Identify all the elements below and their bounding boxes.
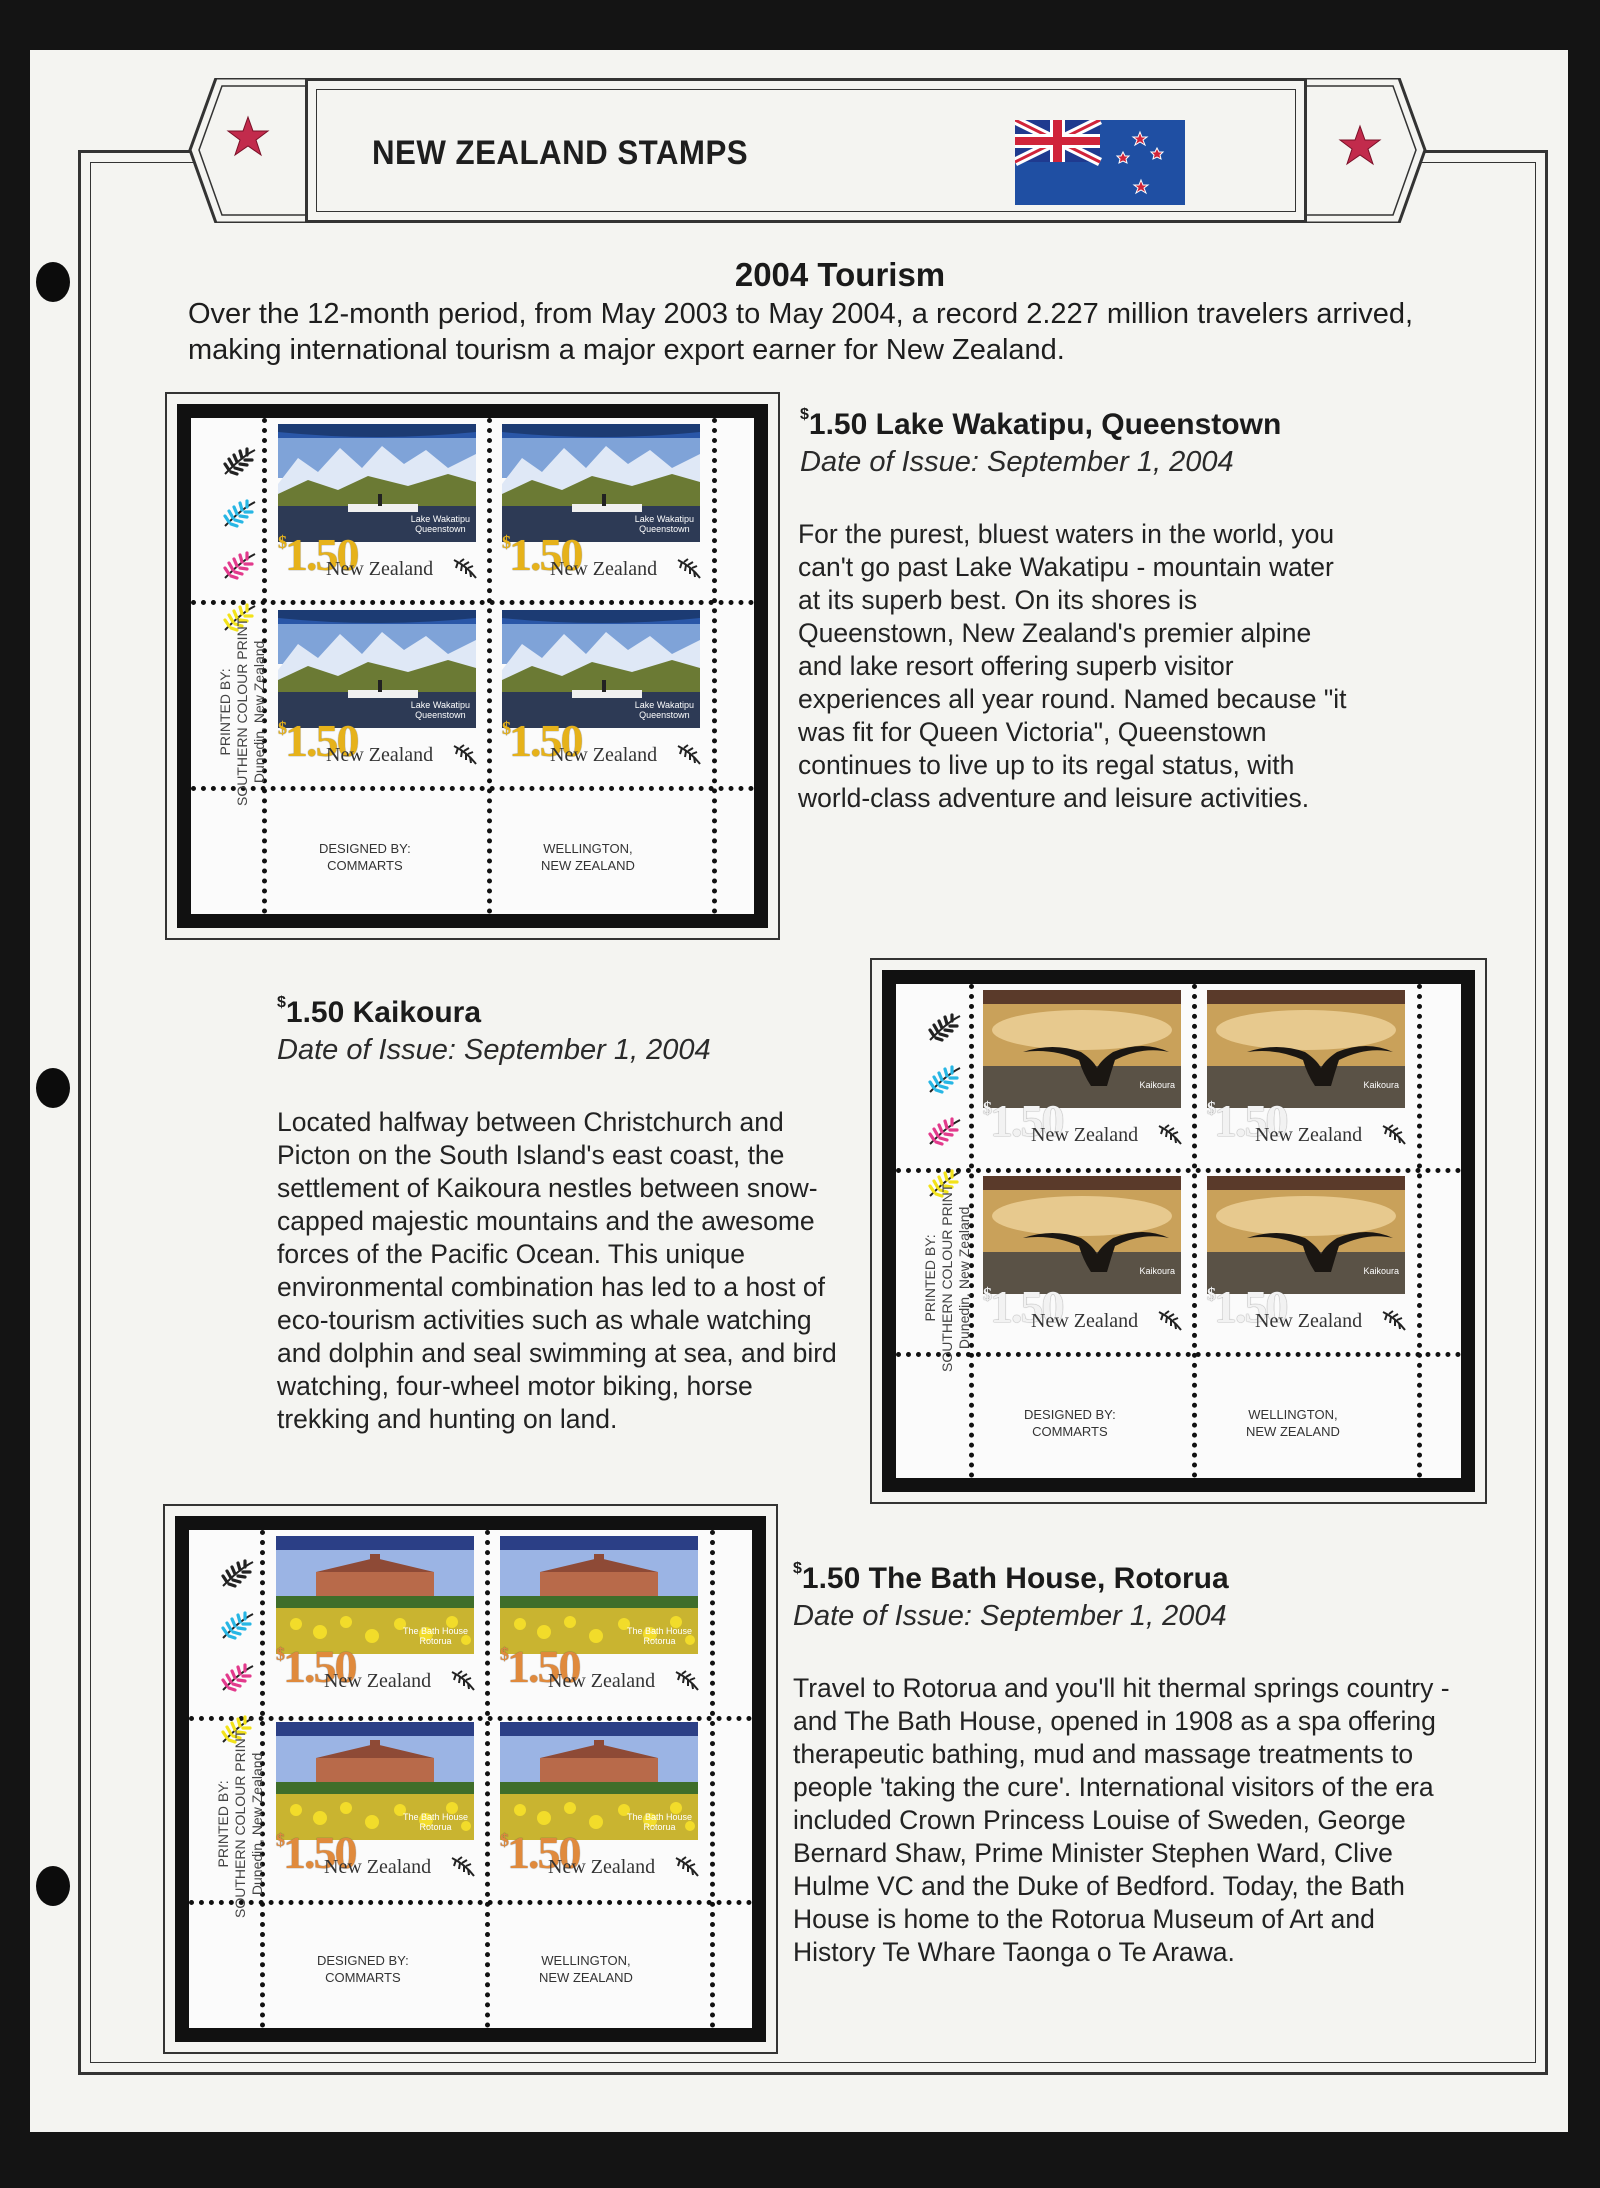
perforation (487, 418, 492, 914)
perforation (896, 1352, 1461, 1357)
colour-fern-icon (926, 1116, 964, 1148)
stamp-caption: Lake Wakatipu Queenstown (410, 514, 470, 534)
designer-imprint: DESIGNED BY: COMMARTS (1024, 1407, 1116, 1439)
stamp-title: $1.50 The Bath House, Rotorua (793, 1560, 1229, 1595)
colour-fern-icon (221, 446, 259, 478)
perforation (712, 418, 717, 914)
stamp-description: Located halfway between Christchurch and Picton on the South Island's east coast, the settlement of Kaikoura nestles between snow-capped majestic mountains and the awesome forces of the Pacific Ocean. This unique environmental combination has led to a host of eco-tourism activities such as whale watching and dolphin and seal swimming at sea, and bird watching, four-wheel motor biking, horse trekking and hunting on land. (277, 1107, 837, 1434)
perforation (710, 1530, 715, 2028)
stamp-country: New Zealand (548, 1856, 656, 1878)
stamp (274, 418, 480, 598)
fern-mark-icon (1381, 1308, 1407, 1332)
printer-imprint: PRINTED BY: SOUTHERN COLOUR PRINT Dunedin, New Zealand (217, 617, 267, 806)
stamp (979, 1170, 1185, 1350)
stamp-caption: Kaikoura (1363, 1266, 1399, 1276)
stamp-country: New Zealand (1255, 1310, 1363, 1332)
stamp-caption: The Bath House Rotorua (402, 1812, 468, 1832)
stamp (272, 1716, 478, 1896)
colour-fern-icon (221, 550, 259, 582)
issue-date: Date of Issue: September 1, 2004 (800, 446, 1234, 478)
stamp-price: $1.50 (502, 715, 582, 766)
stamp (979, 984, 1185, 1164)
fern-mark-icon (1157, 1122, 1183, 1146)
stamp-picture (1207, 1176, 1405, 1294)
stamp (272, 1530, 478, 1710)
colour-fern-icon (926, 1012, 964, 1044)
stamp-price: $1.50 (1207, 1281, 1287, 1332)
stamp (498, 418, 704, 598)
stamp-caption: Kaikoura (1363, 1080, 1399, 1090)
fern-mark-icon (674, 1668, 700, 1692)
page-title: NEW ZEALAND STAMPS (372, 134, 749, 172)
colour-fern-icon (219, 1662, 257, 1694)
binder-hole (36, 1866, 70, 1906)
stamp-caption: Kaikoura (1139, 1266, 1175, 1276)
stamp-price: $1.50 (500, 1827, 580, 1878)
stamp-country: New Zealand (326, 744, 434, 766)
issue-date: Date of Issue: September 1, 2004 (277, 1034, 711, 1066)
perforation (189, 1900, 752, 1905)
colour-fern-icon (221, 498, 259, 530)
printer-imprint: PRINTED BY: SOUTHERN COLOUR PRINT Dunedin, New Zealand (922, 1183, 972, 1372)
stamp (274, 604, 480, 784)
place-imprint: WELLINGTON, NEW ZEALAND (541, 841, 635, 873)
stamp-price: $1.50 (278, 715, 358, 766)
stamp-picture (1207, 990, 1405, 1108)
stamp-price: $1.50 (983, 1281, 1063, 1332)
colour-fern-icon (219, 1610, 257, 1642)
fern-mark-icon (450, 1668, 476, 1692)
perforation (1192, 984, 1197, 1478)
stamp-description: For the purest, bluest waters in the world, you can't go past Lake Wakatipu - mountain water at its superb best. On its shores is Queenstown, New Zealand's premier alpine and lake resort offering superb visitor experiences all year round. Named because "it was fit for Queen Victoria", Queenstown continues to live up to its regal status, with world-class adventure and leisure activities. (798, 519, 1347, 813)
fern-mark-icon (674, 1854, 700, 1878)
stamp (496, 1716, 702, 1896)
stamp-caption: The Bath House Rotorua (402, 1626, 468, 1646)
stamp-price: $1.50 (1207, 1095, 1287, 1146)
stamp-price: $1.50 (278, 529, 358, 580)
fern-mark-icon (452, 742, 478, 766)
issue-date: Date of Issue: September 1, 2004 (793, 1600, 1227, 1632)
place-imprint: WELLINGTON, NEW ZEALAND (1246, 1407, 1340, 1439)
stamp-price: $1.50 (276, 1827, 356, 1878)
designer-imprint: DESIGNED BY: COMMARTS (319, 841, 411, 873)
stamp-caption: Lake Wakatipu Queenstown (634, 700, 694, 720)
printer-imprint: PRINTED BY: SOUTHERN COLOUR PRINT Dunedin, New Zealand (215, 1729, 265, 1918)
stamp-caption: The Bath House Rotorua (626, 1626, 692, 1646)
section-intro: Over the 12-month period, from May 2003 to May 2004, a record 2.227 million travelers arrived, making international tourism a major export earner for New Zealand. (188, 298, 1414, 366)
stamp-country: New Zealand (1255, 1124, 1363, 1146)
stamp-country: New Zealand (548, 1670, 656, 1692)
place-imprint: WELLINGTON, NEW ZEALAND (539, 1953, 633, 1985)
stamp-country: New Zealand (550, 558, 658, 580)
colour-fern-icon (926, 1064, 964, 1096)
perforation (1417, 984, 1422, 1478)
stamp-country: New Zealand (1031, 1124, 1139, 1146)
stamp-caption: Lake Wakatipu Queenstown (634, 514, 694, 534)
stamp-price: $1.50 (502, 529, 582, 580)
stamp-caption: Lake Wakatipu Queenstown (410, 700, 470, 720)
stamp-country: New Zealand (550, 744, 658, 766)
stamp-title: $1.50 Lake Wakatipu, Queenstown (800, 406, 1282, 441)
fern-mark-icon (1381, 1122, 1407, 1146)
stamp-caption: Kaikoura (1139, 1080, 1175, 1090)
section-title: 2004 Tourism (734, 256, 946, 293)
fern-mark-icon (1157, 1308, 1183, 1332)
stamp-country: New Zealand (1031, 1310, 1139, 1332)
stamp-title: $1.50 Kaikoura (277, 994, 482, 1029)
stamp-price: $1.50 (276, 1641, 356, 1692)
stamp-picture (983, 990, 1181, 1108)
fern-mark-icon (450, 1854, 476, 1878)
designer-imprint: DESIGNED BY: COMMARTS (317, 1953, 409, 1985)
fern-mark-icon (676, 556, 702, 580)
new-zealand-flag-icon (1015, 120, 1185, 205)
red-star-icon (1338, 124, 1382, 168)
colour-fern-icon (219, 1558, 257, 1590)
stamp-price: $1.50 (500, 1641, 580, 1692)
stamp (1203, 1170, 1409, 1350)
binder-hole (36, 1068, 70, 1108)
stamp (496, 1530, 702, 1710)
fern-mark-icon (452, 556, 478, 580)
stamp-price: $1.50 (983, 1095, 1063, 1146)
stamp (1203, 984, 1409, 1164)
red-star-icon (226, 115, 270, 159)
stamp-picture (983, 1176, 1181, 1294)
stamp-caption: The Bath House Rotorua (626, 1812, 692, 1832)
perforation (485, 1530, 490, 2028)
stamp-country: New Zealand (324, 1670, 432, 1692)
stamp-country: New Zealand (324, 1856, 432, 1878)
stamp (498, 604, 704, 784)
stamp-description: Travel to Rotorua and you'll hit thermal springs country - and The Bath House, opened in 1908 as a spa offering therapeutic bathing, mud and massage treatments to people 'taking the cure'. International visitors of the era included Crown Princess Louise of Sweden, George Bernard Shaw, Prime Minister Stephen Ward, Clive Hulme VC and the Duke of Bedford. Today, the Bath House is home to the Rotorua Museum of Art and History Te Whare Taonga o Te Arawa. (793, 1673, 1450, 1967)
stamp-country: New Zealand (326, 558, 434, 580)
fern-mark-icon (676, 742, 702, 766)
perforation (191, 786, 754, 791)
